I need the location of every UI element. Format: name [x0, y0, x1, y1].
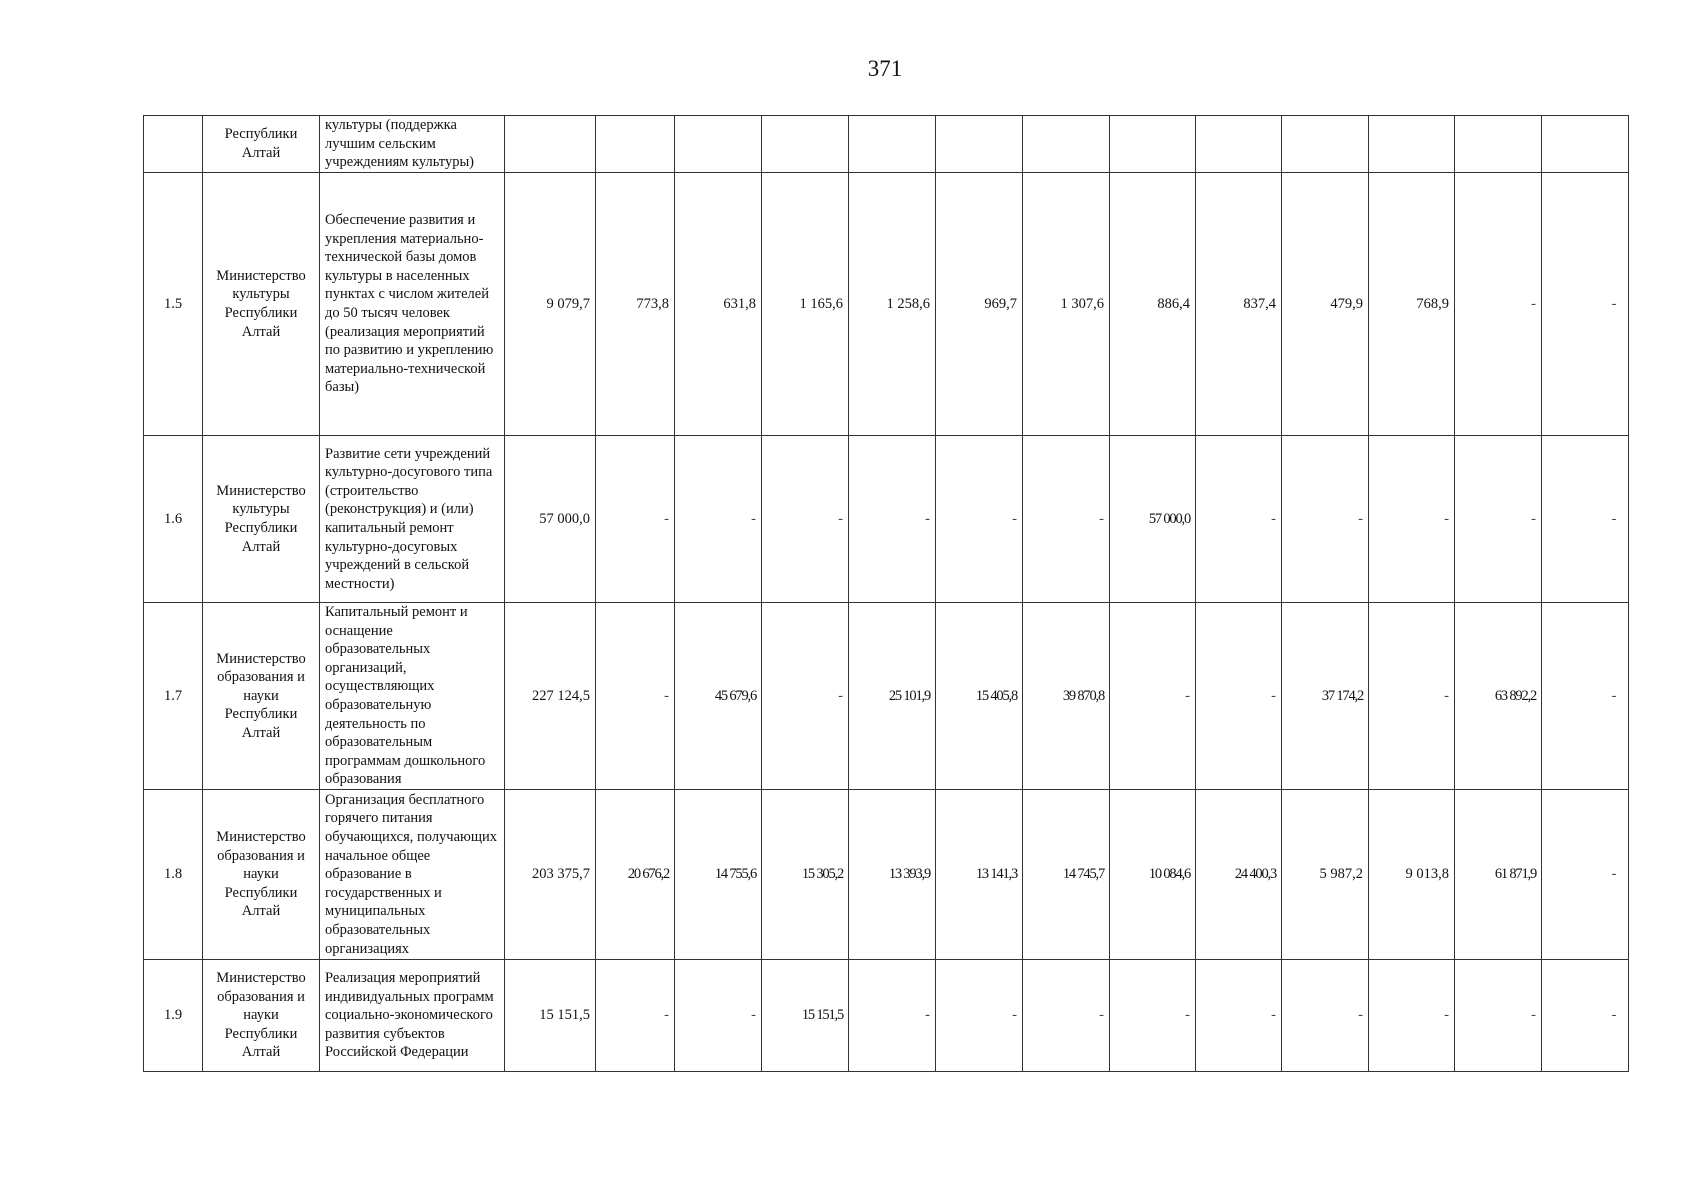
- value-cell: 39 870,8: [1023, 603, 1110, 790]
- value-cell: -: [675, 436, 762, 603]
- value-cell: [1110, 116, 1196, 173]
- value-cell: -: [596, 436, 675, 603]
- executor-cell: Министерство образования и науки Республики Алтай: [203, 603, 320, 790]
- value-cell: 886,4: [1110, 173, 1196, 436]
- value-cell: 15 305,2: [762, 790, 849, 960]
- value-cell: -: [762, 603, 849, 790]
- executor-cell: Министерство культуры Республики Алтай: [203, 436, 320, 603]
- value-cell: 9 079,7: [505, 173, 596, 436]
- value-cell: -: [1110, 960, 1196, 1072]
- value-cell: [849, 116, 936, 173]
- value-cell: -: [1369, 603, 1455, 790]
- value-cell: -: [1110, 603, 1196, 790]
- value-cell: [1282, 116, 1369, 173]
- value-cell: 14 745,7: [1023, 790, 1110, 960]
- measure-description: Обеспечение развития и укрепления материально-технической базы домов культуры в населенных пунктах с числом жителей до 50 тысяч человек (реализация мероприятий по развитию и укреплению материально-технической базы): [320, 173, 505, 436]
- row-number: 1.5: [144, 173, 203, 436]
- value-cell: [1196, 116, 1282, 173]
- value-cell: 768,9: [1369, 173, 1455, 436]
- value-cell: 5 987,2: [1282, 790, 1369, 960]
- value-cell: -: [1542, 960, 1629, 1072]
- table-row: [144, 173, 1629, 436]
- value-cell: -: [596, 960, 675, 1072]
- value-cell: 24 400,3: [1196, 790, 1282, 960]
- row-number: 1.6: [144, 436, 203, 603]
- value-cell: -: [1455, 436, 1542, 603]
- value-cell: 1 165,6: [762, 173, 849, 436]
- page-number: 371: [867, 56, 903, 81]
- value-cell: 1 307,6: [1023, 173, 1110, 436]
- value-cell: 14 755,6: [675, 790, 762, 960]
- value-cell: 631,8: [675, 173, 762, 436]
- value-cell: -: [936, 436, 1023, 603]
- budget-table: [143, 115, 1629, 1072]
- value-cell: [1455, 116, 1542, 173]
- value-cell: 63 892,2: [1455, 603, 1542, 790]
- value-cell: 969,7: [936, 173, 1023, 436]
- measure-description: Реализация мероприятий индивидуальных программ социально-экономического развития субъектов Российской Федерации: [320, 960, 505, 1072]
- value-cell: -: [1542, 790, 1629, 960]
- table-row: [144, 790, 1629, 960]
- value-cell: 837,4: [1196, 173, 1282, 436]
- value-cell: [1023, 116, 1110, 173]
- value-cell: -: [1282, 960, 1369, 1072]
- value-cell: -: [1455, 960, 1542, 1072]
- executor-cell: Республики Алтай: [203, 116, 320, 173]
- value-cell: -: [1542, 603, 1629, 790]
- row-number: 1.7: [144, 603, 203, 790]
- value-cell: -: [936, 960, 1023, 1072]
- row-number: 1.8: [144, 790, 203, 960]
- executor-cell: Министерство образования и науки Республики Алтай: [203, 790, 320, 960]
- measure-description: Развитие сети учреждений культурно-досугового типа (строительство (реконструкция) и (или) капитальный ремонт культурно-досуговых учреждений в сельской местности): [320, 436, 505, 603]
- value-cell: [1542, 116, 1629, 173]
- value-cell: 1 258,6: [849, 173, 936, 436]
- measure-description: Капитальный ремонт и оснащение образовательных организаций, осуществляющих образовательную деятельность по образовательным программам дошкольного образования: [320, 603, 505, 790]
- measure-description: Организация бесплатного горячего питания обучающихся, получающих начальное общее образование в государственных и муниципальных образовательных организациях: [320, 790, 505, 960]
- value-cell: 57 000,0: [505, 436, 596, 603]
- table-row: [144, 603, 1629, 790]
- value-cell: 15 405,8: [936, 603, 1023, 790]
- row-number: [144, 116, 203, 173]
- value-cell: 227 124,5: [505, 603, 596, 790]
- value-cell: -: [849, 436, 936, 603]
- value-cell: -: [1282, 436, 1369, 603]
- value-cell: -: [762, 436, 849, 603]
- value-cell: -: [1023, 960, 1110, 1072]
- value-cell: 61 871,9: [1455, 790, 1542, 960]
- value-cell: -: [675, 960, 762, 1072]
- value-cell: 20 676,2: [596, 790, 675, 960]
- value-cell: 25 101,9: [849, 603, 936, 790]
- value-cell: -: [1542, 173, 1629, 436]
- value-cell: -: [596, 603, 675, 790]
- value-cell: 773,8: [596, 173, 675, 436]
- table-row: [144, 436, 1629, 603]
- value-cell: -: [1542, 436, 1629, 603]
- table-row: [144, 116, 1629, 173]
- value-cell: [936, 116, 1023, 173]
- executor-cell: Министерство культуры Республики Алтай: [203, 173, 320, 436]
- value-cell: -: [1196, 603, 1282, 790]
- value-cell: -: [1369, 960, 1455, 1072]
- value-cell: -: [1369, 436, 1455, 603]
- value-cell: 45 679,6: [675, 603, 762, 790]
- value-cell: [596, 116, 675, 173]
- value-cell: 57 000,0: [1110, 436, 1196, 603]
- value-cell: [675, 116, 762, 173]
- value-cell: -: [849, 960, 936, 1072]
- value-cell: 9 013,8: [1369, 790, 1455, 960]
- value-cell: [1369, 116, 1455, 173]
- value-cell: 13 393,9: [849, 790, 936, 960]
- value-cell: 13 141,3: [936, 790, 1023, 960]
- value-cell: [505, 116, 596, 173]
- value-cell: -: [1196, 960, 1282, 1072]
- value-cell: 10 084,6: [1110, 790, 1196, 960]
- row-number: 1.9: [144, 960, 203, 1072]
- table-body: [144, 116, 1629, 1072]
- value-cell: [762, 116, 849, 173]
- executor-cell: Министерство образования и науки Республики Алтай: [203, 960, 320, 1072]
- value-cell: 203 375,7: [505, 790, 596, 960]
- value-cell: -: [1455, 173, 1542, 436]
- measure-description: культуры (поддержка лучшим сельским учреждениям культуры): [320, 116, 505, 173]
- value-cell: -: [1023, 436, 1110, 603]
- value-cell: -: [1196, 436, 1282, 603]
- value-cell: 15 151,5: [762, 960, 849, 1072]
- value-cell: 15 151,5: [505, 960, 596, 1072]
- table-row: [144, 960, 1629, 1072]
- value-cell: 479,9: [1282, 173, 1369, 436]
- value-cell: 37 174,2: [1282, 603, 1369, 790]
